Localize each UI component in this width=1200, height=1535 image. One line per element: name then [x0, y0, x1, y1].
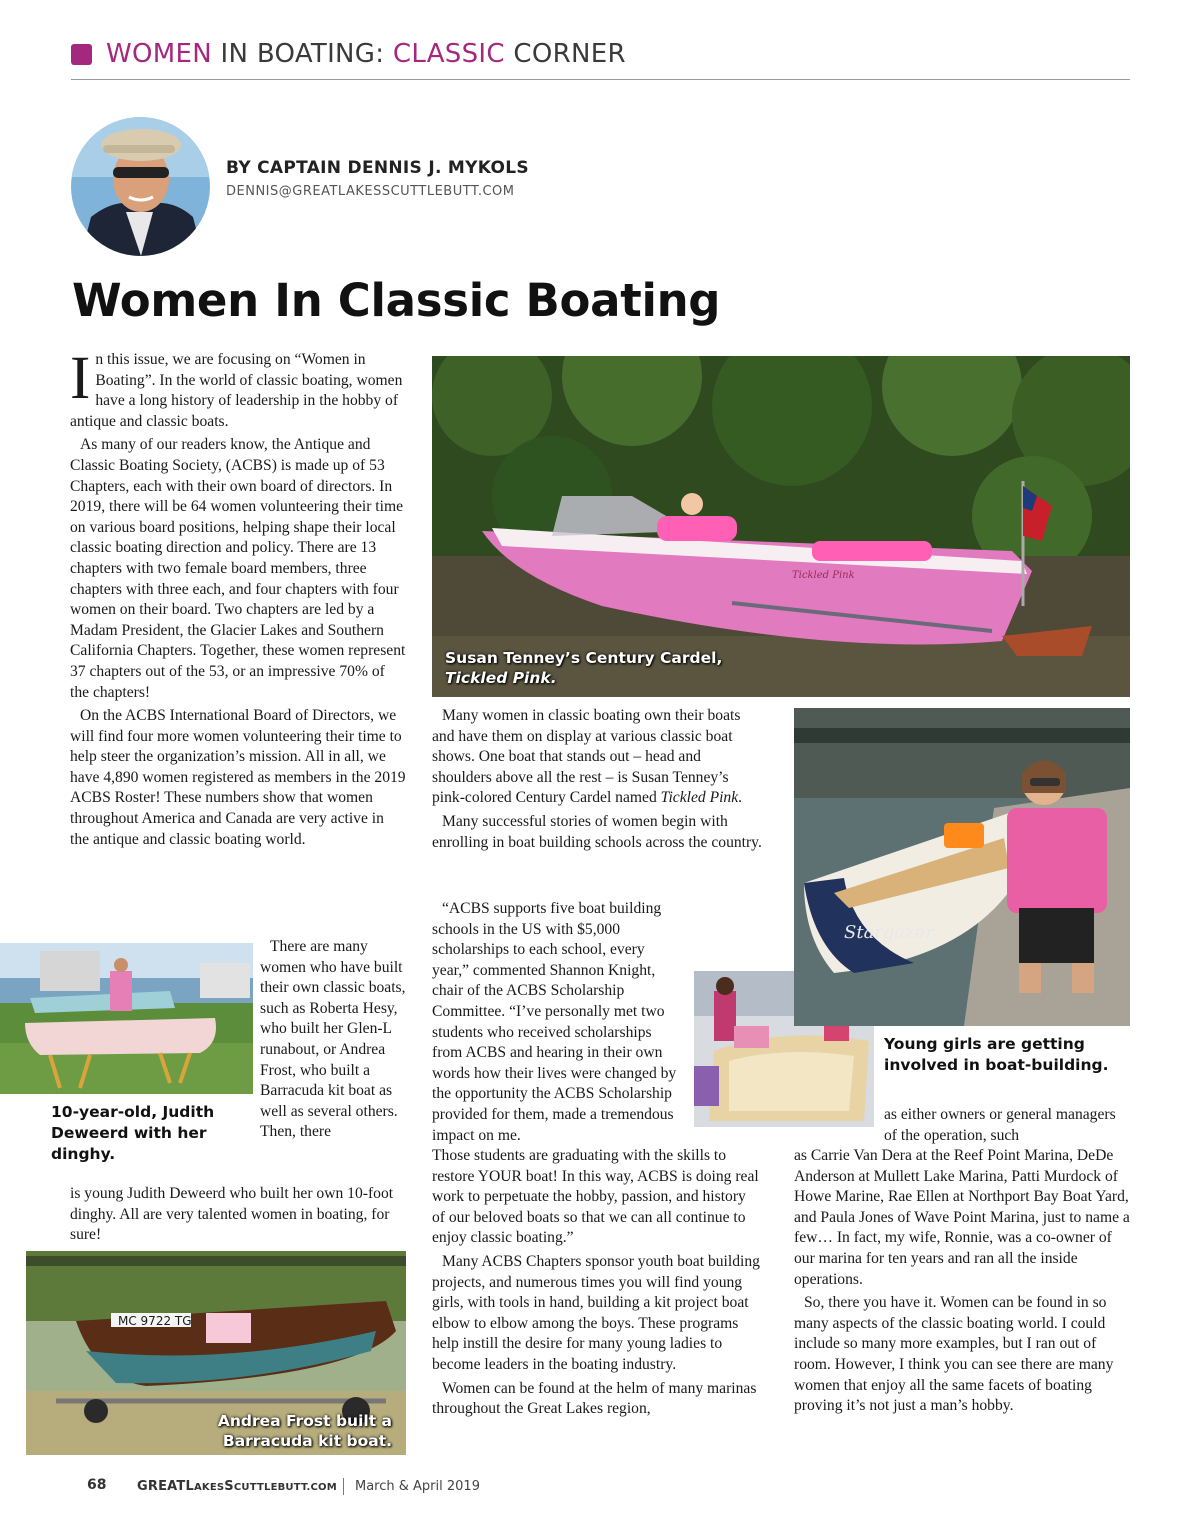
boat-name: Tickled Pink — [660, 789, 739, 807]
header-word-in-boating: IN BOATING: — [211, 39, 393, 69]
paragraph: Women can be found at the helm of many marinas throughout the Great Lakes region, — [432, 1379, 757, 1418]
pink-boat-caption-line2: Tickled Pink. — [445, 669, 557, 687]
column-1-top — [70, 345, 406, 853]
drop-cap: I — [70, 345, 91, 412]
header-word-women: WOMEN — [106, 39, 212, 69]
paragraph: “ACBS supports five boat building schools in the US with $5,000 scholarships to each school, every year,” commented Shannon Knight, chair of the ACBS Scholarship Committee. “I’ve personally met two students who received scholarships from ACBS and hearing in their own words how their lives were changed by the opportunity the ACBS Scholarship provided for them, made a tremendous impact on me. — [432, 900, 677, 1144]
issue-date: March & April 2019 — [355, 1479, 480, 1494]
pink-boat-photo — [432, 356, 1130, 697]
column-2-bottom — [432, 1146, 762, 1423]
paragraph: is young Judith Deweerd who built her own 10-foot dinghy. All are very talented women in boating, for sure! — [70, 1185, 394, 1244]
girl-boat-photo — [794, 708, 1130, 1026]
paragraph: As many of our readers know, the Antique and Classic Boating Society, (ACBS) is made up of 53 Chapters, each with their own board of directors. In 2019, there will be 64 women volunteering their time on various board positions, helping shape their local classic boating direction and policy. There are 13 chapters with two female board members, three chapters with three each, and four chapters with four women on their board. Two chapters are led by a Madam President, the Glacier Lakes and Southern California Chapters. Together, these women represent 37 chapters out of the 53, or an impressive 70% of the chapters! — [70, 436, 406, 701]
column-3-bottom — [794, 1146, 1130, 1420]
barracuda-boat-photo — [26, 1251, 406, 1455]
paragraph-end: . — [738, 789, 743, 807]
boat-name-stargazer: Stargazer — [844, 922, 934, 943]
paragraph: as either owners or general managers of the operation, such — [884, 1106, 1116, 1144]
paragraph: There are many women who have built their own classic boats, such as Roberta Hesy, who built her Glen-L runabout, or Andrea Frost, who built a Barracuda kit boat as well as several others. Then, there — [260, 938, 406, 1141]
barracuda-caption: Andrea Frost built a Barracuda kit boat. — [217, 1412, 392, 1450]
column-2-wrapped — [432, 899, 684, 1146]
column-2-top — [432, 706, 762, 856]
dinghy-photo — [0, 943, 253, 1094]
site-rest: CUTTLEBUTT.COM — [233, 1482, 337, 1493]
header-word-classic: CLASSIC — [392, 39, 505, 69]
girls-caption: Young girls are getting involved in boat-building. — [884, 1035, 1109, 1074]
boat-name-decal: Tickled Pink — [792, 570, 855, 581]
intro-text: n this issue, we are focusing on “Women in Boating”. In the world of classic boating, women have a long history of leadership in the hobby of antique and classic boats. — [70, 351, 403, 430]
header-word-corner: CORNER — [504, 39, 626, 69]
site-prefix: GREAT — [137, 1479, 186, 1494]
article-title: Women In Classic Boating — [72, 274, 721, 327]
author-name: BY CAPTAIN DENNIS J. MYKOLS — [226, 158, 529, 178]
section-header — [106, 38, 626, 70]
paragraph: as Carrie Van Dera at the Reef Point Marina, DeDe Anderson at Mullett Lake Marina, Patti Murdock of Howe Marine, Rae Ellen at Northport Bay Boat Yard, and Paula Jones of Wave Point Marina, just to name a few… In fact, my wife, Ronnie, was a co-owner of our marina for ten years and ran all the inside operations. — [794, 1147, 1130, 1288]
pink-boat-caption — [445, 648, 722, 688]
paragraph: Many successful stories of women begin with enrolling in boat building schools across the country. — [432, 812, 762, 851]
site-l: L — [185, 1479, 194, 1494]
site-akes: AKES — [193, 1482, 225, 1493]
pink-boat-caption-line1: Susan Tenney’s Century Cardel, — [445, 649, 723, 667]
paragraph — [432, 706, 762, 809]
intro-paragraph — [70, 345, 406, 432]
paragraph: Many ACBS Chapters sponsor youth boat building projects, and numerous times you will find young girls, with tools in hand, building a kit project boat elbow to elbow among the boys. These programs help instill the desire for many young ladies to become leaders in the boating industry. — [432, 1252, 760, 1373]
site-s: S — [224, 1479, 234, 1494]
paragraph: Those students are graduating with the skills to restore YOUR boat! In this way, ACBS is doing real work to perpetuate the hobby, passion, and history of our beloved boats so that we can all continue to enjoy classic boating.” — [432, 1147, 759, 1247]
column-3-wrapped — [884, 1105, 1130, 1146]
paragraph-text: Many women in classic boating own their boats and have them on display at various classic boat shows. One boat that stands out – head and shoulders above all the rest – is Susan Tenney’s pink-colored Century Cardel named — [432, 707, 741, 807]
paragraph: On the ACBS International Board of Directors, we will find four more women volunteering their time to help steer the organization’s mission. All in all, we have 4,890 women registered as members in the 2019 ACBS Roster! These numbers show that women throughout America and Canada are very active in the antique and classic boating world. — [70, 707, 406, 848]
registration-number: MC 9722 TG — [118, 1314, 192, 1328]
footer-divider — [343, 1478, 344, 1495]
author-email: DENNIS@GREATLAKESSCUTTLEBUTT.COM — [226, 184, 515, 199]
header-rule — [71, 79, 1130, 80]
page-number: 68 — [87, 1477, 107, 1493]
author-avatar — [71, 117, 210, 256]
column-1-bottom — [70, 1184, 406, 1246]
dinghy-caption: 10-year-old, Judith Deweerd with her dinghy. — [51, 1103, 215, 1163]
paragraph: So, there you have it. Women can be found in so many aspects of the classic boating world. I could include so many more examples, but I ran out of room. However, I think you can see there are many women that enjoy all the same facets of boating proving it’s not just a man’s hobby. — [794, 1294, 1114, 1415]
column-1-wrapped — [260, 937, 406, 1143]
site-name — [137, 1479, 337, 1494]
section-marker — [71, 44, 92, 65]
